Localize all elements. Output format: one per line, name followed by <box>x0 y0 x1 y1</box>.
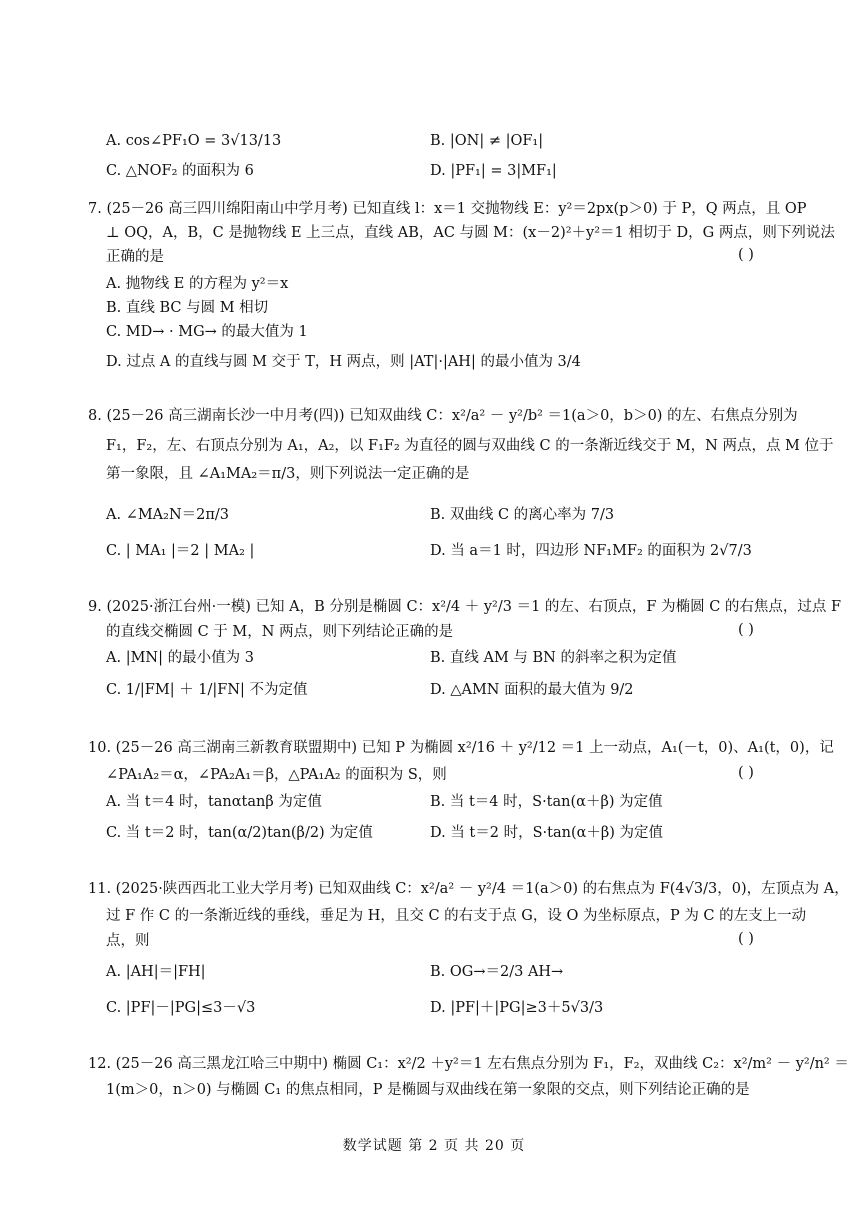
q7-option-c: C. MD→ · MG→ 的最大值为 1 <box>106 324 308 340</box>
q8-stem-line1: 8. (25－26 高三湖南长沙一中月考(四)) 已知双曲线 C：x²/a² － y²/b² ＝1(a＞0，b＞0) 的左、右焦点分别为 <box>88 408 798 424</box>
q8-option-b: B. 双曲线 C 的离心率为 7/3 <box>430 507 615 523</box>
q11-option-a: A. |AH|＝|FH| <box>106 964 206 980</box>
q9-option-a: A. |MN| 的最小值为 3 <box>106 650 254 666</box>
q9-option-d: D. △AMN 面积的最大值为 9/2 <box>430 682 634 698</box>
q7-answer-bracket: ( ) <box>738 247 754 263</box>
q7-stem-line3: 正确的是 <box>106 249 164 265</box>
page-footer: 数学试题 第 2 页 共 20 页 <box>342 1138 526 1154</box>
q10-option-a: A. 当 t＝4 时，tanαtanβ 为定值 <box>106 794 322 810</box>
q8-option-c: C. | MA₁ |＝2 | MA₂ | <box>106 543 255 559</box>
q9-option-b: B. 直线 AM 与 BN 的斜率之积为定值 <box>430 650 677 666</box>
q10-answer-bracket: ( ) <box>738 765 754 781</box>
q9-stem-line1: 9. (2025·浙江台州·一模) 已知 A，B 分别是椭圆 C：x²/4 ＋ y²/3 ＝1 的左、右顶点，F 为椭圆 C 的右焦点，过点 F <box>88 599 842 615</box>
q11-stem-line3: 点，则 <box>106 933 150 949</box>
q10-option-b: B. 当 t＝4 时，S·tan(α＋β) 为定值 <box>430 794 663 810</box>
q9-answer-bracket: ( ) <box>738 622 754 638</box>
q7-stem-line2: ⊥ OQ，A，B，C 是抛物线 E 上三点，直线 AB，AC 与圆 M：(x－2)²＋y²＝1 相切于 D，G 两点，则下列说法 <box>106 225 835 241</box>
q11-answer-bracket: ( ) <box>738 931 754 947</box>
q6-option-a: A. cos∠PF₁O = 3√13/13 <box>106 133 282 149</box>
q8-option-d: D. 当 a＝1 时，四边形 NF₁MF₂ 的面积为 2√7/3 <box>430 543 752 559</box>
q10-stem-line2: ∠PA₁A₂＝α，∠PA₂A₁＝β，△PA₁A₂ 的面积为 S，则 <box>106 767 447 783</box>
q11-stem-line2: 过 F 作 C 的一条渐近线的垂线，垂足为 H，且交 C 的右支于点 G，设 O 为坐标原点，P 为 C 的左支上一动 <box>106 908 807 924</box>
q7-stem-line1: 7. (25－26 高三四川绵阳南山中学月考) 已知直线 l：x＝1 交抛物线 E：y²＝2px(p＞0) 于 P，Q 两点，且 OP <box>88 201 807 217</box>
q6-option-b: B. |ON| ≠ |OF₁| <box>430 133 544 149</box>
q12-stem-line2: 1(m＞0，n＞0) 与椭圆 C₁ 的焦点相同，P 是椭圆与双曲线在第一象限的交点，则下列结论正确的是 <box>106 1082 750 1098</box>
q11-stem-line1: 11. (2025·陕西西北工业大学月考) 已知双曲线 C：x²/a² － y²/4 ＝1(a＞0) 的右焦点为 F(4√3/3，0)，左顶点为 A， <box>88 881 849 897</box>
q10-option-c: C. 当 t＝2 时，tan(α/2)tan(β/2) 为定值 <box>106 825 373 841</box>
q8-option-a: A. ∠MA₂N＝2π/3 <box>106 507 230 523</box>
q7-option-d: D. 过点 A 的直线与圆 M 交于 T，H 两点，则 |AT|·|AH| 的最小值为 3/4 <box>106 354 581 370</box>
q9-stem-line2: 的直线交椭圆 C 于 M，N 两点，则下列结论正确的是 <box>106 624 454 640</box>
q10-option-d: D. 当 t＝2 时，S·tan(α＋β) 为定值 <box>430 825 664 841</box>
q8-stem-line3: 第一象限，且 ∠A₁MA₂＝π/3，则下列说法一定正确的是 <box>106 466 470 482</box>
q8-stem-line2: F₁，F₂，左、右顶点分别为 A₁，A₂，以 F₁F₂ 为直径的圆与双曲线 C 的一条渐近线交于 M，N 两点，点 M 位于 <box>106 438 834 454</box>
q11-option-b: B. OG→＝2/3 AH→ <box>430 964 564 980</box>
q7-option-b: B. 直线 BC 与圆 M 相切 <box>106 300 269 316</box>
q11-option-c: C. |PF|－|PG|≤3－√3 <box>106 1000 256 1016</box>
q12-stem-line1: 12. (25－26 高三黑龙江哈三中期中) 椭圆 C₁：x²/2 ＋y²＝1 左右焦点分别为 F₁，F₂，双曲线 C₂：x²/m² － y²/n² ＝ <box>88 1056 849 1072</box>
q11-option-d: D. |PF|＋|PG|≥3＋5√3/3 <box>430 1000 604 1016</box>
q7-option-a: A. 抛物线 E 的方程为 y²＝x <box>106 276 289 292</box>
q9-option-c: C. 1/|FM| ＋ 1/|FN| 不为定值 <box>106 682 308 698</box>
q10-stem-line1: 10. (25－26 高三湖南三新教育联盟期中) 已知 P 为椭圆 x²/16 ＋ y²/12 ＝1 上一动点，A₁(－t，0)、A₁(t，0)，记 <box>88 740 834 756</box>
q6-option-c: C. △NOF₂ 的面积为 6 <box>106 163 254 179</box>
q6-option-d: D. |PF₁| = 3|MF₁| <box>430 163 557 179</box>
